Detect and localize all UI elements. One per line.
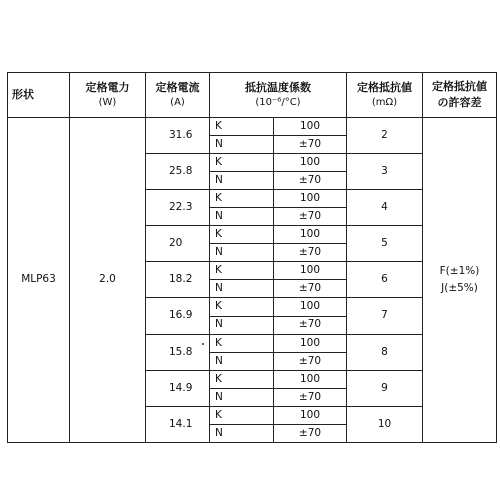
tcr-value-cell: 100 (274, 298, 347, 316)
header-rated-power-label: 定格電力 (85, 80, 130, 94)
rated-current-cell: 25.8 (146, 154, 210, 190)
rated-resistance-cell: 9 (347, 370, 423, 406)
tcr-code-cell: K (210, 190, 274, 208)
tcr-value-cell: ±70 (274, 280, 347, 298)
header-rated-power (70, 73, 146, 118)
shape-cell: MLP63 (8, 118, 70, 443)
tcr-code-cell: K (210, 262, 274, 280)
rated-current-cell: 16.9 (146, 298, 210, 334)
tolerance-value: F(±1%) (439, 265, 480, 278)
header-tcr-label: 抵抗温度係数 (245, 80, 311, 94)
table-header (8, 73, 497, 118)
rated-resistance-cell: 6 (347, 262, 423, 298)
rated-resistance-cell: 2 (347, 118, 423, 154)
tcr-code-cell: K (210, 370, 274, 388)
tcr-value-cell: 100 (274, 118, 347, 136)
header-rated-resistance (347, 73, 423, 118)
header-rated-current (146, 73, 210, 118)
rating-table (7, 72, 497, 443)
tcr-code-cell: N (210, 208, 274, 226)
tcr-value-cell: ±70 (274, 172, 347, 190)
tcr-code-cell: N (210, 244, 274, 262)
tolerance-value: J(±5%) (441, 282, 478, 294)
rated-current-cell: 20 (146, 226, 210, 262)
table-row (8, 118, 497, 136)
rated-resistance-cell: 10 (347, 406, 423, 442)
tcr-value-cell: ±70 (274, 388, 347, 406)
header-rated-power-unit: (W) (98, 96, 117, 108)
rated-current-cell: 22.3 (146, 190, 210, 226)
tcr-value-cell: ±70 (274, 208, 347, 226)
header-tolerance (423, 73, 497, 118)
tcr-code-cell: K (210, 118, 274, 136)
tcr-code-cell: K (210, 298, 274, 316)
tcr-code-cell: N (210, 316, 274, 334)
tcr-value-cell: ±70 (274, 244, 347, 262)
rated-current-cell: 31.6 (146, 118, 210, 154)
tcr-code-cell: N (210, 388, 274, 406)
header-rated-current-label: 定格電流 (155, 80, 200, 94)
tcr-code-cell: N (210, 352, 274, 370)
header-tolerance-line2: の許容差 (437, 96, 482, 109)
tcr-code-cell: K (210, 226, 274, 244)
stray-dot-mark (202, 343, 204, 345)
header-shape-label: 形状 (12, 88, 34, 102)
tcr-code-cell: N (210, 172, 274, 190)
rated-current-cell: 18.2 (146, 262, 210, 298)
rated-resistance-cell: 3 (347, 154, 423, 190)
tcr-value-cell: 100 (274, 370, 347, 388)
tcr-value-cell: 100 (274, 154, 347, 172)
rated-current-cell: 14.1 (146, 406, 210, 442)
tcr-value-cell: ±70 (274, 316, 347, 334)
header-rated-current-unit: (A) (170, 96, 185, 108)
header-tcr-unit: (10⁻⁶/°C) (255, 96, 301, 108)
tcr-value-cell: 100 (274, 334, 347, 352)
rated-current-cell: 14.9 (146, 370, 210, 406)
tcr-value-cell: ±70 (274, 424, 347, 442)
rated-power-cell: 2.0 (70, 118, 146, 443)
table-body (8, 118, 497, 443)
header-rated-resistance-label: 定格抵抗値 (357, 80, 412, 94)
tcr-value-cell: 100 (274, 226, 347, 244)
tcr-code-cell: N (210, 280, 274, 298)
tcr-value-cell: 100 (274, 406, 347, 424)
rated-resistance-cell: 4 (347, 190, 423, 226)
header-tcr (210, 73, 347, 118)
tcr-code-cell: K (210, 154, 274, 172)
header-rated-resistance-unit: (mΩ) (371, 96, 398, 108)
tcr-code-cell: N (210, 136, 274, 154)
tcr-value-cell: ±70 (274, 136, 347, 154)
tolerance-cell (423, 118, 497, 443)
tcr-code-cell: N (210, 424, 274, 442)
tcr-value-cell: 100 (274, 262, 347, 280)
header-shape (8, 73, 70, 118)
rated-resistance-cell: 5 (347, 226, 423, 262)
rated-resistance-cell: 7 (347, 298, 423, 334)
rated-resistance-cell: 8 (347, 334, 423, 370)
tcr-value-cell: ±70 (274, 352, 347, 370)
rated-current-cell: 15.8 (146, 334, 210, 370)
tcr-code-cell: K (210, 334, 274, 352)
tcr-value-cell: 100 (274, 190, 347, 208)
tcr-code-cell: K (210, 406, 274, 424)
header-tolerance-line1: 定格抵抗値 (432, 80, 487, 94)
